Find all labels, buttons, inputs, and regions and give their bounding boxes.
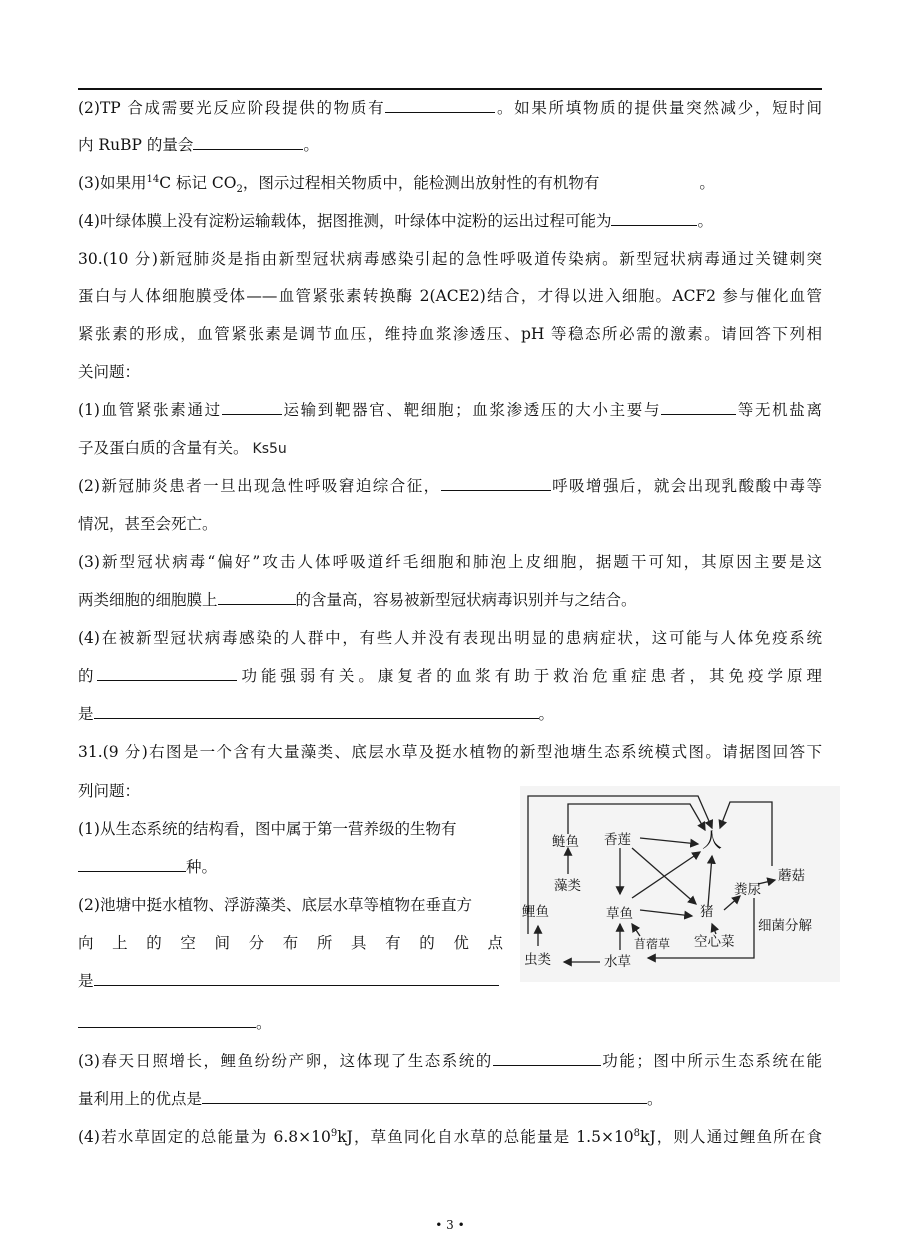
page-number: • 3 • xyxy=(435,1218,465,1232)
q29-p2-text-c: 内 RuBP 的量会 xyxy=(78,136,194,154)
answer-blank[interactable] xyxy=(222,400,282,415)
answer-blank[interactable] xyxy=(78,1013,256,1028)
answer-blank[interactable] xyxy=(97,666,237,681)
node-zhu: 猪 xyxy=(700,904,714,920)
q30-part3-line1: (3)新型冠状病毒“偏好”攻击人体呼吸道纤毛细胞和肺泡上皮细胞，据题干可知，其原因主要是这 xyxy=(78,553,822,571)
q31-part3-line2: 量利用上的优点是 。 xyxy=(78,1090,663,1108)
q31-stem-line1: 31.(9 分)右图是一个含有大量藻类、底层水草及挺水植物的新型池塘生态系统模式图。请据图回答下 xyxy=(78,743,822,761)
q30-part3-line2: 两类细胞的细胞膜上 的含量高，容易被新型冠状病毒识别并与之结合。 xyxy=(78,591,637,609)
answer-blank[interactable] xyxy=(661,400,736,415)
q30-stem-line3: 紧张素的形成，血管紧张素是调节血压，维持血浆渗透压、pH 等稳态所必需的激素。请回答下列相 xyxy=(78,325,822,343)
node-xianglian: 香莲 xyxy=(604,832,631,848)
q30-part4-line1: (4)在被新型冠状病毒感染的人群中，有些人并没有表现出明显的患病症状，这可能与人体免疫系统 xyxy=(78,629,822,647)
answer-blank[interactable] xyxy=(193,135,303,150)
q29-part2-line1 xyxy=(78,98,822,118)
q31-part2-line2: 向 上 的 空 间 分 布 所 具 有 的 优 点 xyxy=(78,934,504,952)
q31-part2-line3: 是 xyxy=(78,971,499,991)
node-kongxincai: 空心菜 xyxy=(694,934,735,950)
node-liyu: 鲤鱼 xyxy=(522,904,549,920)
node-ren: 人 xyxy=(702,828,722,852)
q31-part3-line1: (3)春天日照增长，鲤鱼纷纷产卵，这体现了生态系统的 功能；图中所示生态系统在能 xyxy=(78,1052,822,1070)
node-xijunfenjie: 细菌分解 xyxy=(758,918,812,934)
q30-part4-line2: 的 功能强弱有关。康复者的血浆有助于救治危重症患者，其免疫学原理 xyxy=(78,667,822,685)
q31-part2-line1: (2)池塘中挺水植物、浮游藻类、底层水草等植物在垂直方 xyxy=(78,896,472,914)
watermark: Ks5u xyxy=(252,441,287,457)
food-web-diagram xyxy=(520,786,840,982)
q30-part1-line2: 子及蛋白质的含量有关。 Ks5u xyxy=(78,439,287,457)
node-zaolei: 藻类 xyxy=(554,878,581,894)
answer-blank[interactable] xyxy=(78,857,186,872)
q30-part2-line1: (2)新冠肺炎患者一旦出现急性呼吸窘迫综合征， 呼吸增强后，就会出现乳酸酸中毒等 xyxy=(78,477,822,495)
header-rule xyxy=(78,88,822,90)
q29-part4: (4)叶绿体膜上没有淀粉运输载体，据图推测，叶绿体中淀粉的运出过程可能为 。 xyxy=(78,212,713,230)
q30-part1-line1: (1)血管紧张素通过 运输到靶器官、靶细胞；血浆渗透压的大小主要与 等无机盐离 xyxy=(78,401,822,419)
q30-stem-line2: 蛋白与人体细胞膜受体——血管紧张素转换酶 2(ACE2)结合，才得以进入细胞。ACF2 参与催化血管 xyxy=(78,287,822,305)
q31-part2-line4: 。 xyxy=(78,1013,272,1033)
node-mogu: 蘑菇 xyxy=(778,868,805,884)
answer-blank[interactable] xyxy=(202,1089,647,1104)
answer-blank[interactable] xyxy=(441,476,551,491)
node-lianyu: 鲢鱼 xyxy=(552,834,579,850)
node-caoyu: 草鱼 xyxy=(606,906,633,922)
q29-p2-text-d: 。 xyxy=(303,136,319,154)
q31-part1-line1: (1)从生态系统的结构看，图中属于第一营养级的生物有 xyxy=(78,820,457,838)
node-fenniao: 粪尿 xyxy=(734,882,761,898)
answer-blank[interactable] xyxy=(493,1051,601,1066)
q29-p2-text-a: (2)TP 合成需要光反应阶段提供的物质有 xyxy=(78,99,386,117)
node-muxu: 苜蓿草 xyxy=(634,937,671,951)
answer-blank[interactable] xyxy=(385,98,495,113)
node-chonglei: 虫类 xyxy=(524,952,551,968)
answer-blank[interactable] xyxy=(218,590,296,605)
q30-part4-line3: 是 。 xyxy=(78,705,555,723)
q31-part4-line1: (4)若水草固定的总能量为 $6.8\times 10^9kJ$，草鱼同化自水草的总能量是 $1.5\times 10^8kJ$，则人通过鲤鱼所在食 xyxy=(78,1127,823,1146)
node-shuicao: 水草 xyxy=(604,954,631,970)
answer-blank[interactable] xyxy=(94,971,499,986)
q29-part3: (3)如果用$^{14}$C 标记 $CO_2$，图示过程相关物质中，能检测出放射性的有机物有 。 xyxy=(78,173,715,196)
q30-stem-line4: 关问题： xyxy=(78,363,141,381)
q29-part2-line2 xyxy=(78,135,319,155)
q30-part2-line2: 情况，甚至会死亡。 xyxy=(78,515,218,533)
answer-blank[interactable] xyxy=(94,704,539,719)
q29-p2-text-b: 。如果所填物质的提供量突然减少，短时间 xyxy=(495,99,822,117)
q31-stem-line2: 列问题： xyxy=(78,782,141,800)
answer-blank[interactable] xyxy=(611,211,697,226)
q31-part1-line2: 种。 xyxy=(78,857,217,877)
q30-stem-line1: 30.(10 分)新冠肺炎是指由新型冠状病毒感染引起的急性呼吸道传染病。新型冠状病毒通过关键刺突 xyxy=(78,250,822,268)
